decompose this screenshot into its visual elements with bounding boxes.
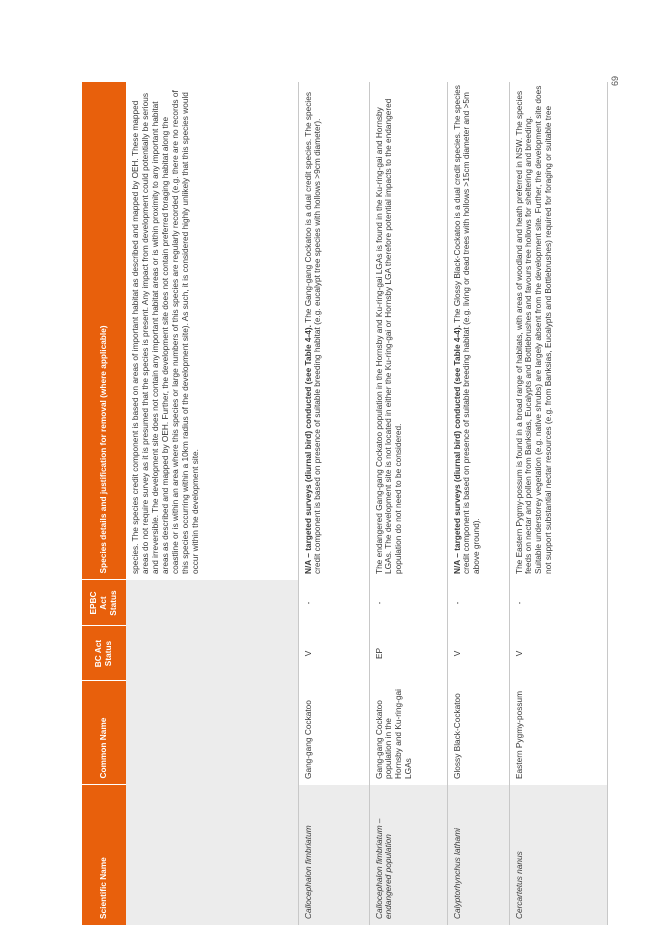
- common-name-cell: Gang-gang Cockatoo population in the Hornsby and Ku-ring-gai LGAs: [369, 681, 447, 785]
- bc-status-cell: EP: [369, 626, 447, 681]
- epbc-status-cell: -: [447, 580, 509, 626]
- table-row: [369, 82, 447, 925]
- table-row: [509, 82, 607, 925]
- scientific-name-cell: Callocephalon fimbriatum: [298, 785, 369, 925]
- bc-status-cell: V: [298, 626, 369, 681]
- epbc-status-cell: -: [369, 580, 447, 626]
- epbc-status-cell: -: [298, 580, 369, 626]
- epbc-status-cell: -: [509, 580, 607, 626]
- common-name-cell: Glossy Black-Cockatoo: [447, 681, 509, 785]
- details-text: The endangered Gang-gang Cockatoo population in the Hornsby and Ku-ring-gai LGAs is found in the Ku-ring-gai and Hornsby LGAs. The development site is not located in either the Ku-ring-gai or Hornsby LGA therefore potential impacts to the endangered population do not need to be considered.: [374, 99, 404, 574]
- details-cell: [447, 82, 509, 580]
- bc-status-cell: V: [447, 626, 509, 681]
- header-common-name: Common Name: [82, 681, 126, 785]
- header-epbc-act-status: EPBC Act Status: [82, 580, 126, 626]
- scientific-name-cell: Calyptorhynchus lathami: [447, 785, 509, 925]
- cell-empty: [126, 681, 298, 785]
- details-cell: [298, 82, 369, 580]
- details-bold: N/A – targeted surveys (diurnal bird) conducted (see Table 4-4).: [303, 325, 313, 574]
- details-cell: [369, 82, 447, 580]
- table-header-row: [82, 82, 126, 925]
- details-bold: N/A – targeted surveys (diurnal bird) conducted (see Table 4-4).: [452, 325, 462, 574]
- details-text: The Gang-gang Cockatoo is a dual credit species. The species credit component is based on presence of suitable breeding habitat (e.g. eucalypt tree species with hollows >9cm diameter).: [303, 92, 323, 574]
- scientific-name-cell: Callocephalon fimbriatum – endangered population: [369, 785, 447, 925]
- cell-empty: [126, 785, 298, 925]
- common-name-cell: Eastern Pygmy-possum: [509, 681, 607, 785]
- common-name-cell: Gang-gang Cockatoo: [298, 681, 369, 785]
- bc-status-cell: V: [509, 626, 607, 681]
- table-row: [447, 82, 509, 925]
- table-row-continuation: [126, 82, 298, 925]
- header-bc-act-status: BC Act Status: [82, 626, 126, 681]
- table-row: [298, 82, 369, 925]
- species-table: [82, 82, 608, 925]
- cell-empty: [126, 580, 298, 626]
- details-text: The Glossy Black-Cockatoo is a dual credit species. The species credit component is based on presence of suitable breeding habitat (e.g. living or dead trees with hollows >15cm diameter and >5m above ground).: [452, 85, 482, 574]
- cell-empty: [126, 626, 298, 681]
- header-scientific-name: Scientific Name: [82, 785, 126, 925]
- header-details: Species details and justification for removal (where applicable): [82, 82, 126, 580]
- continuation-details: species. The species credit component is based on areas of important habitat as described and mapped by OEH. These mapped areas do not require survey as it is presumed that the species is present. Any impact from development could potentially be serious and irreversible. The development site does not contain any important habitat areas or is within proximity to any important habitat areas as described and mapped by OEH. Further, the development site does not contain preferred foraging habitat along the coastline or is within an area where this species or large numbers of this species are regularly recorded (e.g. there are no records of this species occurring within a 10km radius of the development site). As such, it is considered highly unlikely that this species would occur within the development site.: [126, 82, 298, 580]
- page-number: 69: [610, 71, 624, 91]
- rotated-table-wrapper: [82, 82, 578, 925]
- scientific-name-cell: Cercartetus nanus: [509, 785, 607, 925]
- details-text: The Eastern Pygmy-possum is found in a broad range of habitats, with areas of woodland and heath preferred in NSW. The species feeds on nectar and pollen from Banksias, Eucalypts and Bottlebrushes and favours tree hollows for sheltering and breeding. Suitable understorey vegetation (e.g. native shrubs) are largely absent from the development site. Further, the development site does not support substantial nectar resources (e.g. from Banksias, Eucalypts and Bottlebrushes) required for foraging or suitable tree: [514, 86, 554, 574]
- details-cell: [509, 82, 607, 580]
